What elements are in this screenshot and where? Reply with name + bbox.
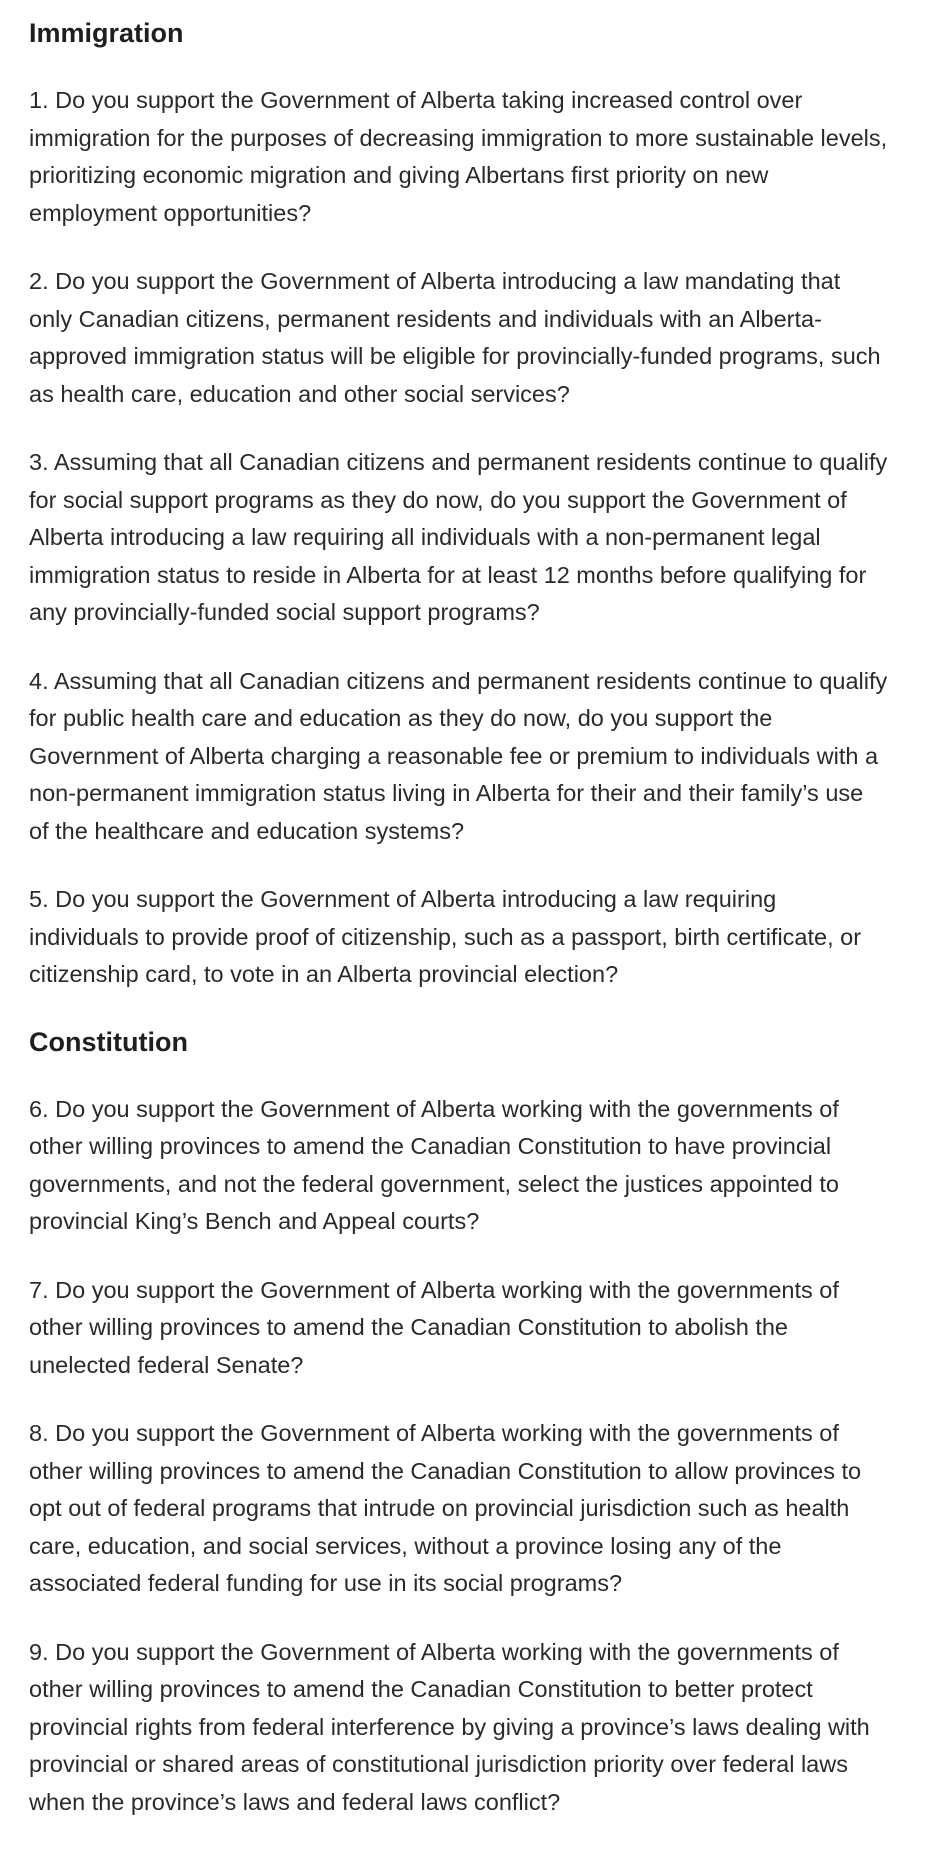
document-body [29, 0, 889, 1821]
question-4: 4. Assuming that all Canadian citizens and permanent residents continue to qualify for public health care and education as they do now, do you support the Government of Alberta charging a reasonable fee or premium to individuals with a non-permanent immigration status living in Alberta for their and their family’s use of the healthcare and education systems? [29, 667, 888, 844]
question-2: 2. Do you support the Government of Alberta introducing a law mandating that only Canadian citizens, permanent residents and individuals with an Alberta-approved immigration status will be eligible for provincially-funded programs, such as health care, education and other social services? [29, 268, 881, 407]
section-heading-constitution: Constitution [29, 1026, 188, 1057]
section-heading-immigration: Immigration [29, 18, 184, 48]
question-8: 8. Do you support the Government of Alberta working with the governments of other willing provinces to amend the Canadian Constitution to allow provinces to opt out of federal programs that intrude on provincial jurisdiction such as health care, education, and social services, without a province losing any of the associated federal funding for use in its social programs? [29, 1420, 862, 1596]
question-5: 5. Do you support the Government of Alberta introducing a law requiring individuals to provide proof of citizenship, such as a passport, birth certificate, or citizenship card, to vote in an Alberta provincial election? [29, 886, 862, 987]
question-3: 3. Assuming that all Canadian citizens and permanent residents continue to qualify for social support programs as they do now, do you support the Government of Alberta introducing a law requiring all individuals with a non-permanent legal immigration status to reside in Alberta for at least 12 months before qualifying for any provincially-funded social support programs? [29, 449, 888, 625]
question-7: 7. Do you support the Government of Alberta working with the governments of other willing provinces to amend the Canadian Constitution to abolish the unelected federal Senate? [29, 1276, 839, 1378]
question-6: 6. Do you support the Government of Alberta working with the governments of other willing provinces to amend the Canadian Constitution to have provincial governments, and not the federal government, select the justices appointed to provincial King’s Bench and Appeal courts? [29, 1095, 839, 1234]
question-1: 1. Do you support the Government of Alberta taking increased control over immigration for the purposes of decreasing immigration to more sustainable levels, prioritizing economic migration and giving Albertans first priority on new employment opportunities? [29, 87, 888, 226]
question-9: 9. Do you support the Government of Alberta working with the governments of other willing provinces to amend the Canadian Constitution to better protect provincial rights from federal interference by giving a province’s laws dealing with provincial or shared areas of constitutional jurisdiction priority over federal laws when the province’s laws and federal laws conflict? [29, 1638, 870, 1815]
